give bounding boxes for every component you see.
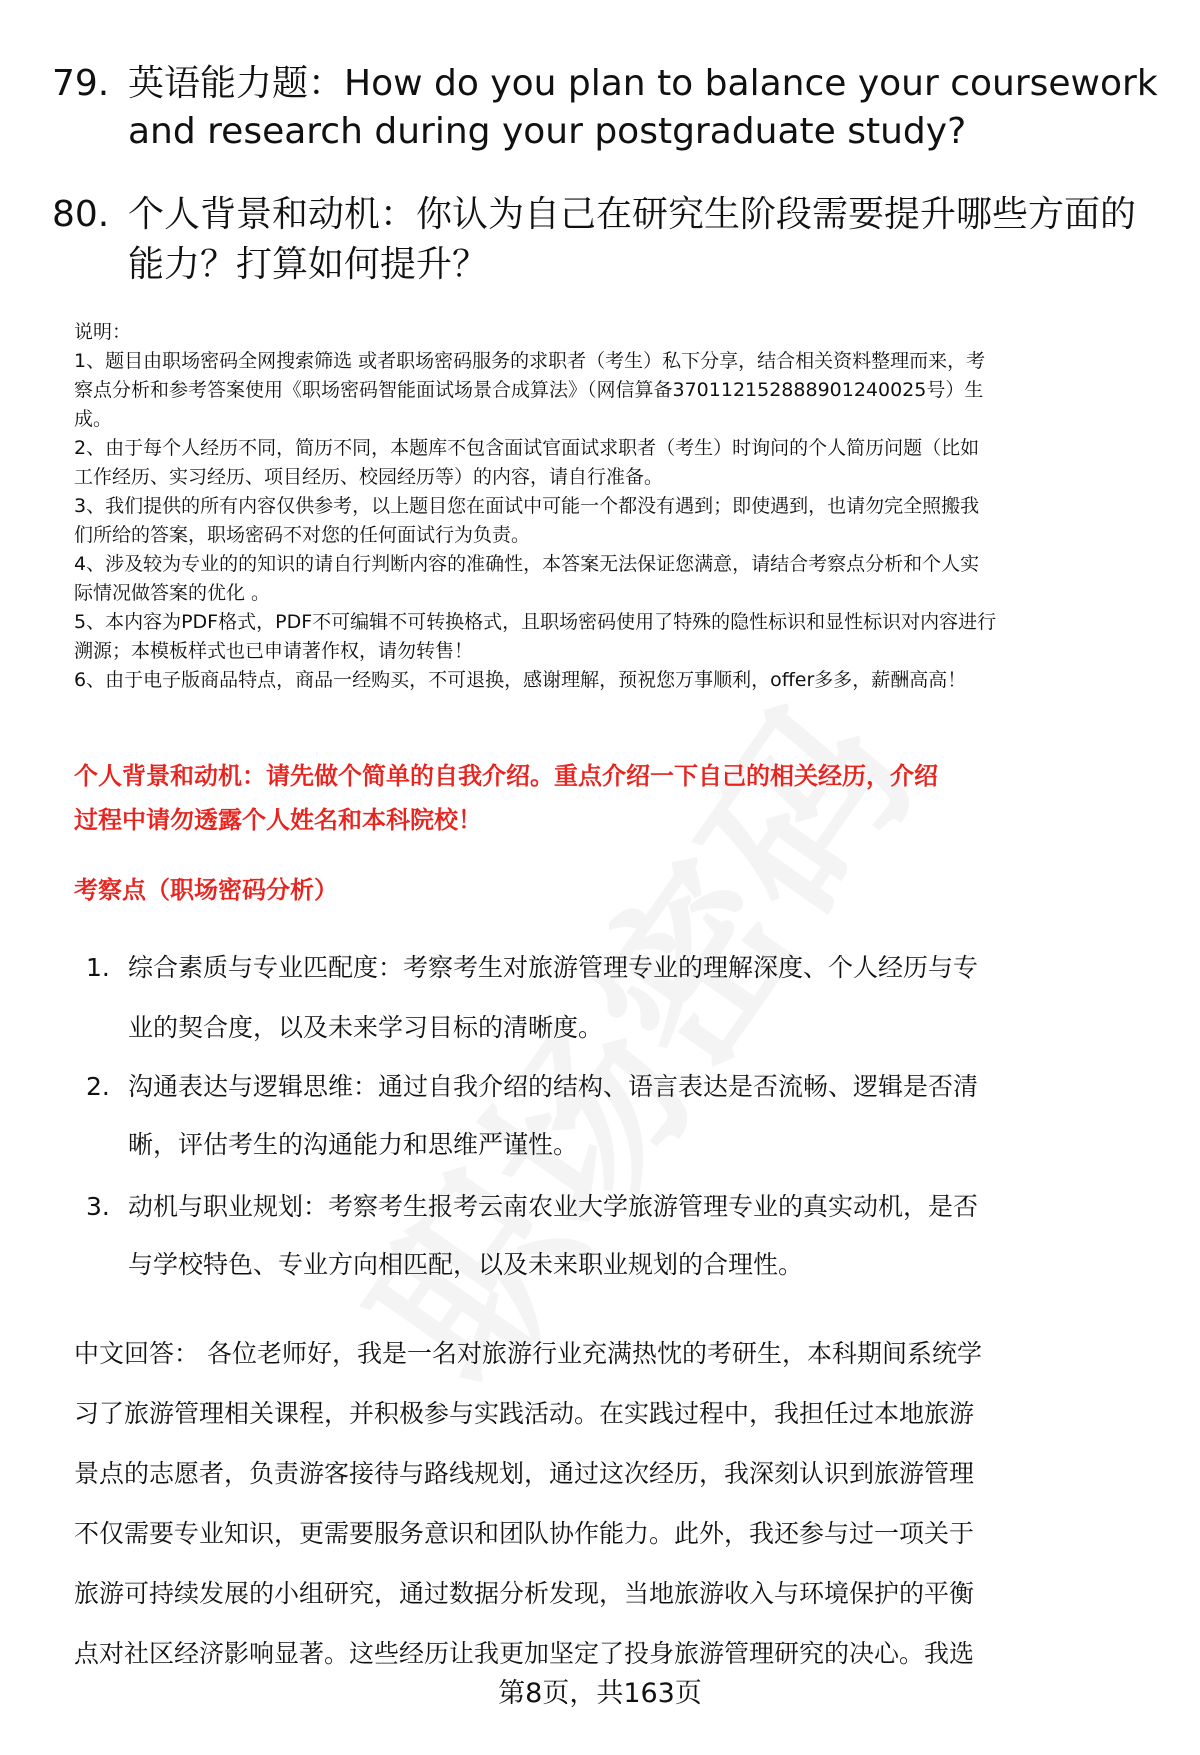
page-number-footer: 第8页，共163页 <box>498 1678 702 1709</box>
note-line: 1、题目由职场密码全网搜索筛选 或者职场密码服务的求职者（考生）私下分享，结合相关资料整理而来，考 <box>74 350 986 372</box>
answer-line: 旅游可持续发展的小组研究，通过数据分析发现，当地旅游收入与环境保护的平衡 <box>74 1579 975 1608</box>
note-line: 3、我们提供的所有内容仅供参考，以上题目您在面试中可能一个都没有遇到；即使遇到，也请勿完全照搬我 <box>74 495 980 517</box>
note-line: 2、由于每个人经历不同，简历不同，本题库不包含面试官面试求职者（考生）时询问的个人简历问题（比如 <box>74 437 980 459</box>
analysis-item-number: 2. <box>86 1072 110 1101</box>
note-line: 际情况做答案的优化 。 <box>74 582 271 604</box>
analysis-item-text: 晰，评估考生的沟通能力和思维严谨性。 <box>128 1130 579 1159</box>
analysis-item-text: 业的契合度，以及未来学习目标的清晰度。 <box>128 1013 604 1042</box>
answer-line: 中文回答： 各位老师好，我是一名对旅游行业充满热忱的考研生，本科期间系统学 <box>74 1339 982 1368</box>
note-line: 成。 <box>74 408 113 430</box>
question-text-line: 英语能力题：How do you plan to balance your coursework <box>128 63 1158 104</box>
analysis-item-number: 1. <box>86 953 110 982</box>
question-text-line: 个人背景和动机：你认为自己在研究生阶段需要提升哪些方面的 <box>128 194 1137 235</box>
question-number: 79. <box>52 63 110 104</box>
question-text-line: 能力？打算如何提升？ <box>128 244 489 285</box>
answer-line: 习了旅游管理相关课程，并积极参与实践活动。在实践过程中，我担任过本地旅游 <box>74 1399 975 1428</box>
answer-line: 点对社区经济影响显著。这些经历让我更加坚定了投身旅游管理研究的决心。我选 <box>74 1639 975 1668</box>
notes-heading: 说明： <box>74 321 132 343</box>
analysis-item-text: 综合素质与专业匹配度：考察考生对旅游管理专业的理解深度、个人经历与专 <box>128 953 979 982</box>
note-line: 们所给的答案，职场密码不对您的任何面试行为负责。 <box>74 524 531 546</box>
note-line: 6、由于电子版商品特点，商品一经购买，不可退换，感谢理解，预祝您万事顺利，offer多多，薪酬高高！ <box>74 669 967 691</box>
question-number: 80. <box>52 194 110 235</box>
note-line: 溯源；本模板样式也已申请著作权，请勿转售！ <box>74 640 474 662</box>
answer-line: 景点的志愿者，负责游客接待与路线规划，通过这次经历，我深刻认识到旅游管理 <box>74 1459 975 1488</box>
analysis-item-text: 沟通表达与逻辑思维：通过自我介绍的结构、语言表达是否流畅、逻辑是否清 <box>128 1072 979 1101</box>
note-line: 察点分析和参考答案使用《职场密码智能面试场景合成算法》（网信算备370112152888901240025号）生 <box>74 379 984 401</box>
analysis-heading: 考察点（职场密码分析） <box>74 876 338 904</box>
analysis-item-text: 与学校特色、专业方向相匹配，以及未来职业规划的合理性。 <box>128 1250 804 1279</box>
current-question-title: 个人背景和动机：请先做个简单的自我介绍。重点介绍一下自己的相关经历，介绍 <box>74 762 938 790</box>
current-question-title: 过程中请勿透露个人姓名和本科院校！ <box>74 806 482 834</box>
answer-line: 不仅需要专业知识，更需要服务意识和团队协作能力。此外，我还参与过一项关于 <box>74 1519 975 1548</box>
note-line: 4、涉及较为专业的的知识的请自行判断内容的准确性，本答案无法保证您满意，请结合考察点分析和个人实 <box>74 553 980 575</box>
analysis-item-text: 动机与职业规划：考察考生报考云南农业大学旅游管理专业的真实动机，是否 <box>128 1192 979 1221</box>
analysis-item-number: 3. <box>86 1192 110 1221</box>
note-line: 工作经历、实习经历、项目经历、校园经历等）的内容，请自行准备。 <box>74 466 664 488</box>
note-line: 5、本内容为PDF格式，PDF不可编辑不可转换格式，且职场密码使用了特殊的隐性标识和显性标识对内容进行 <box>74 611 997 633</box>
question-text-line: and research during your postgraduate study? <box>128 111 967 152</box>
